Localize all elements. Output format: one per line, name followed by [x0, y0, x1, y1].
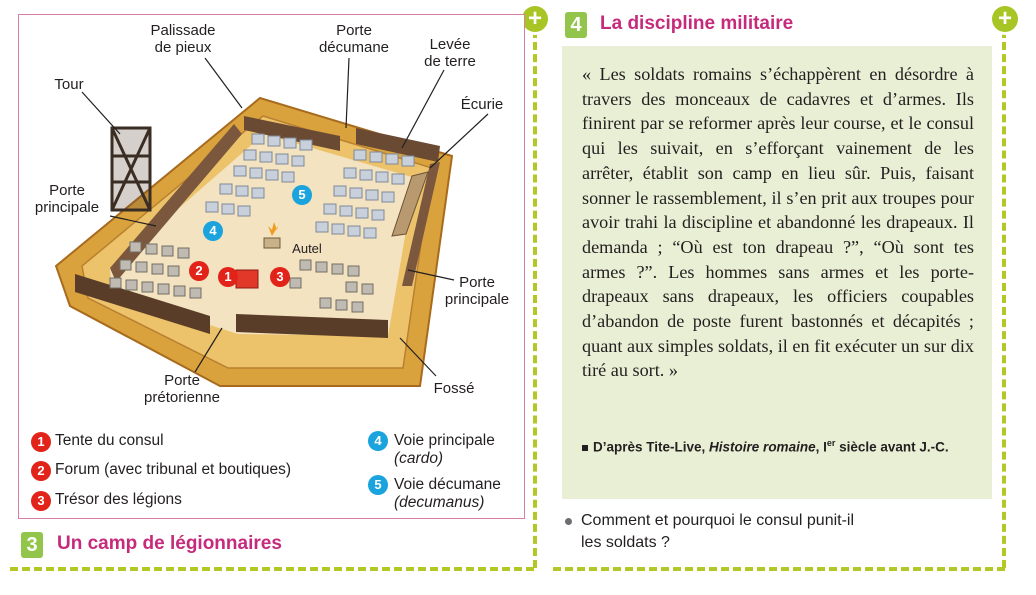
section-number-4: 4 — [565, 12, 587, 38]
consul-tent — [236, 270, 258, 288]
legend-item-2: Forum (avec tribunal et boutiques) — [55, 461, 292, 478]
label-levee: Levée de terre — [424, 36, 476, 70]
frame-bottom-right — [553, 567, 1005, 571]
plus-icon: + — [522, 6, 548, 32]
legend-item-3: Trésor des légions — [55, 491, 182, 508]
legend-marker-2: 2 — [31, 461, 51, 481]
label-autel: Autel — [292, 241, 322, 256]
map-marker-5: 5 — [292, 185, 312, 205]
tower — [112, 128, 150, 210]
legend-item-5: Voie décumane (decumanus) — [394, 476, 501, 511]
section-title-4: La discipline militaire — [600, 13, 794, 34]
source-bullet-icon — [582, 445, 588, 451]
legend-marker-3: 3 — [31, 491, 51, 511]
map-marker-3: 3 — [270, 267, 290, 287]
map-marker-2: 2 — [189, 261, 209, 281]
label-porte-decumane: Porte décumane — [318, 22, 390, 56]
label-ecurie: Écurie — [460, 96, 504, 113]
label-palissade: Palissade de pieux — [150, 22, 216, 56]
map-marker-4: 4 — [203, 221, 223, 241]
label-porte-principale-left: Porte principale — [34, 182, 100, 216]
legend-marker-5: 5 — [368, 475, 388, 495]
quote-text: « Les soldats romains s’échappèrent en désordre à travers des monceaux de cadavres et d’armes. Ils finirent par se reformer après leur course, et le consul qui les suivait, en s’efforçant vainement de les arrêter, établit son camp en lieu sûr. Puis, faisant sonner le rassemblement, il s’en prit aux troupes pour avoir trahi la discipline et abandonné les drapeaux. Il demanda ; “Où est ton drapeau ?”, “Où sont tes armes ?”. Les hommes sans armes et les porte-drapeaux sans drapeaux, les officiers coupables d’abandon de poste furent bastonnés et décapités ; quant aux simples soldats, il en fit exécuter un sur dix tiré au sort. » — [582, 64, 974, 381]
legend-marker-4: 4 — [368, 431, 388, 451]
camp-illustration — [20, 16, 520, 416]
legend-item-1: Tente du consul — [55, 432, 164, 449]
label-fosse: Fossé — [433, 380, 475, 397]
frame-divider-middle — [533, 30, 537, 568]
frame-divider-right — [1002, 30, 1006, 568]
section-title-3: Un camp de légionnaires — [57, 533, 282, 554]
altar — [264, 238, 280, 248]
question: Comment et pourquoi le consul punit-il les soldats ? — [581, 510, 1001, 554]
frame-bottom-left — [10, 567, 534, 571]
plus-icon: + — [992, 6, 1018, 32]
legend-item-4: Voie principale (cardo) — [394, 432, 495, 467]
section-number-3: 3 — [21, 532, 43, 558]
question-bullet-icon — [565, 518, 572, 525]
label-porte-principale-right: Porte principale — [444, 274, 510, 308]
quote-source: D’après Tite-Live, Histoire romaine, Ier siècle avant J.-C. — [582, 438, 982, 455]
map-marker-1: 1 — [218, 267, 238, 287]
label-tour: Tour — [54, 76, 84, 93]
label-porte-pretorienne: Porte prétorienne — [144, 372, 220, 406]
legend-marker-1: 1 — [31, 432, 51, 452]
